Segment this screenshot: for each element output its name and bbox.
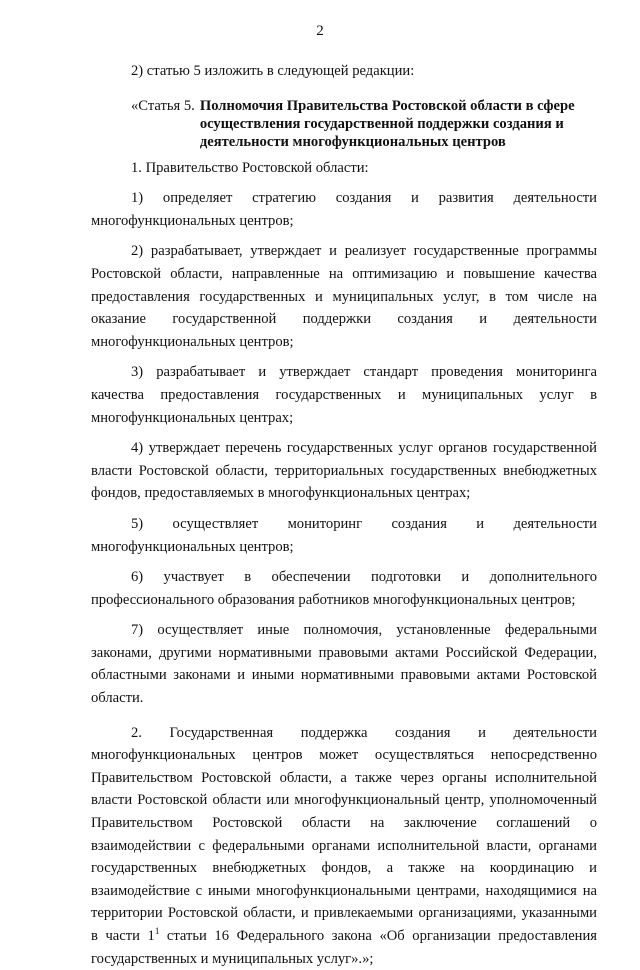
list-item: 7) осуществляет иные полномочия, установленные федеральными законами, другими нормативными правовыми актами Российской Федерации, областными законами и иными нормативными правовыми актами Ростовской области.: [91, 622, 597, 707]
section-1-heading: 1. Правительство Ростовской области:: [131, 159, 369, 176]
list-item: 5) осуществляет мониторинг создания и деятельности многофункциональных центров;: [91, 515, 597, 555]
superscript-reference: 1: [154, 926, 160, 937]
section-2-text-end: статьи 16 Федерального закона «Об организации предоставления государственных и муниципальных услуг».»;: [91, 928, 597, 967]
amendment-intro: 2) статью 5 изложить в следующей редакции:: [131, 63, 415, 79]
list-item: 3) разрабатывает и утверждает стандарт проведения мониторинга качества предоставления государственных и муниципальных услуг в многофункциональных центрах;: [91, 364, 597, 426]
page-number: 2: [316, 23, 324, 39]
section-2-paragraph: [91, 722, 597, 970]
section-2-text: 2. Государственная поддержка создания и деятельности многофункциональных центров может осуществляться непосредственно Правительством Ростовской области, а также через органы исполнительной власти Ростовской области или многофункциональный центр, уполномоченный Правительством Ростовской области на заключение соглашений о взаимодействии с федеральными органами исполнительной власти, органами государственных внебюджетных фондов, а также на координацию и взаимодействие с иными многофункциональными центрами, находящимися на территории Ростовской области, и привлекаемыми организациями, указанными в части 1: [91, 724, 597, 944]
article-heading: [91, 97, 597, 151]
article-title: Полномочия Правительства Ростовской области в сфере осуществления государственной поддержки создания и деятельности многофункциональных центров: [199, 97, 575, 150]
list-item: 4) утверждает перечень государственных услуг органов государственной власти Ростовской области, территориальных государственных внебюджетных фондов, предоставляемых в многофункциональных центрах;: [91, 440, 597, 502]
document-body: [91, 60, 597, 970]
list-item: 6) участвует в обеспечении подготовки и дополнительного профессионального образования работников многофункциональных центров;: [91, 569, 597, 608]
list-item: 2) разрабатывает, утверждает и реализует государственные программы Ростовской области, направленные на оптимизацию и повышение качества предоставления государственных и муниципальных услуг, в том числе на оказание государственной поддержки создания и деятельности многофункциональных центров;: [91, 243, 597, 350]
article-label: «Статья 5.: [131, 97, 195, 114]
list-item: 1) определяет стратегию создания и развития деятельности многофункциональных центров;: [91, 190, 597, 229]
